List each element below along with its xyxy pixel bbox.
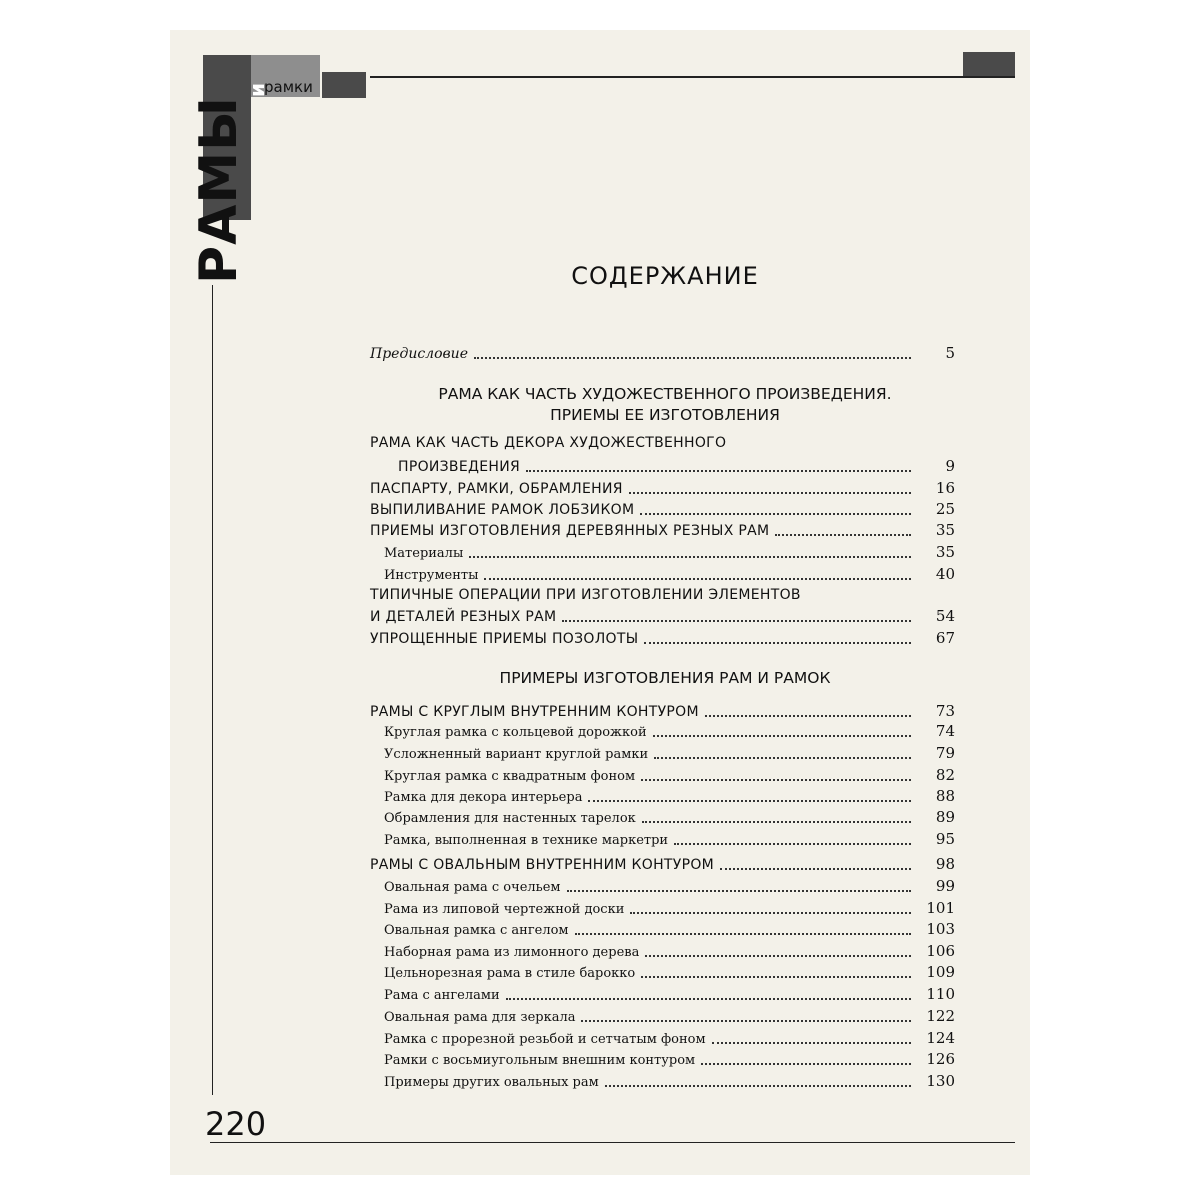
toc-entry-page: 101 xyxy=(926,899,955,917)
toc-subentry xyxy=(370,1070,955,1092)
header-rule xyxy=(370,76,1015,78)
toc-entry-page: 74 xyxy=(935,722,955,740)
toc-entry-page: 54 xyxy=(935,607,955,625)
toc-entry-page: 126 xyxy=(926,1050,955,1068)
toc-entry-title: Предисловие xyxy=(370,346,468,362)
toc-entry-page: 130 xyxy=(926,1072,955,1090)
toc-leader-dots xyxy=(642,821,911,823)
toc-leader-dots xyxy=(575,933,911,935)
toc-entry-title: Рамки с восьмиугольным внешним контуром xyxy=(384,1053,696,1068)
toc-leader-dots xyxy=(653,735,911,737)
toc-subentry xyxy=(370,1027,955,1049)
toc-leader-dots xyxy=(654,757,911,759)
toc-leader-dots xyxy=(588,800,911,802)
toc-subentry xyxy=(370,1048,955,1070)
vertical-book-title-text: РАМЫ xyxy=(189,96,250,284)
toc-entry-title-line1: ТИПИЧНЫЕ ОПЕРАЦИИ ПРИ ИЗГОТОВЛЕНИИ ЭЛЕМЕНТОВ xyxy=(370,587,801,603)
toc-entry-page: 9 xyxy=(945,457,955,475)
toc-leader-dots xyxy=(526,470,911,472)
toc-entry-title: Рама из липовой чертежной доски xyxy=(384,902,625,917)
toc-leader-dots xyxy=(720,868,911,870)
toc-leader-dots xyxy=(640,513,911,515)
toc-entry-title: ПРОИЗВЕДЕНИЯ xyxy=(398,459,520,475)
toc-entry-title: Овальная рама для зеркала xyxy=(384,1010,576,1025)
toc-leader-dots xyxy=(474,357,911,359)
toc-leader-dots xyxy=(701,1063,911,1065)
toc-subentry xyxy=(370,983,955,1005)
toc-subentry xyxy=(370,764,955,786)
toc-entry-title: РАМЫ С КРУГЛЫМ ВНУТРЕННИМ КОНТУРОМ xyxy=(370,704,699,720)
toc-subentry xyxy=(370,940,955,962)
toc-entry-page: 35 xyxy=(935,543,955,561)
toc-leader-dots xyxy=(712,1042,911,1044)
toc-entry-page: 106 xyxy=(926,942,955,960)
toc-entry-title: И ДЕТАЛЕЙ РЕЗНЫХ РАМ xyxy=(370,609,557,625)
toc-leader-dots xyxy=(484,578,911,580)
contents-heading: СОДЕРЖАНИЕ xyxy=(571,262,759,290)
toc-subentry xyxy=(370,541,955,563)
footer-rule xyxy=(210,1142,1015,1143)
toc-leader-dots xyxy=(562,620,911,622)
header-dark-block-small xyxy=(322,72,366,98)
toc-entry-title: ВЫПИЛИВАНИЕ РАМОК ЛОБЗИКОМ xyxy=(370,502,635,518)
section-1-heading-line2: ПРИЕМЫ ЕЕ ИЗГОТОВЛЕНИЯ xyxy=(550,406,780,424)
toc-entry-title: Рамка с прорезной резьбой и сетчатым фоном xyxy=(384,1032,706,1047)
toc-entry-page: 124 xyxy=(926,1029,955,1047)
toc-entry xyxy=(370,455,955,477)
toc-entry xyxy=(370,627,955,649)
toc-entry-title: ПАСПАРТУ, РАМКИ, ОБРАМЛЕНИЯ xyxy=(370,481,623,497)
toc-entry xyxy=(370,477,955,499)
toc-leader-dots xyxy=(644,642,911,644)
toc-entry-title: Примеры других овальных рам xyxy=(384,1075,599,1090)
toc-subentry xyxy=(370,961,955,983)
toc-entry-page: 110 xyxy=(926,985,955,1003)
toc-leader-dots xyxy=(641,976,911,978)
toc-entry-page: 16 xyxy=(935,479,955,497)
toc-entry xyxy=(370,853,955,875)
margin-rule xyxy=(212,285,213,1095)
toc-subentry xyxy=(370,563,955,585)
toc-entry-page: 79 xyxy=(935,744,955,762)
toc-subentry xyxy=(370,875,955,897)
toc-entry-title: Обрамления для настенных тарелок xyxy=(384,811,636,826)
toc-entry-title: УПРОЩЕННЫЕ ПРИЕМЫ ПОЗОЛОТЫ xyxy=(370,631,639,647)
vertical-book-title xyxy=(188,96,250,284)
toc-entry-title-line1: РАМА КАК ЧАСТЬ ДЕКОРА ХУДОЖЕСТВЕННОГО xyxy=(370,435,727,451)
toc-leader-dots xyxy=(630,912,911,914)
toc-leader-dots xyxy=(469,556,911,558)
toc-entry-title: РАМЫ С ОВАЛЬНЫМ ВНУТРЕННИМ КОНТУРОМ xyxy=(370,857,715,873)
toc-subentry xyxy=(370,1005,955,1027)
toc-entry-title: Рамка для декора интерьера xyxy=(384,790,583,805)
toc-leader-dots xyxy=(605,1085,911,1087)
toc-entry-title: Материалы xyxy=(384,546,464,561)
toc-entry xyxy=(370,605,955,627)
toc-entry-page: 40 xyxy=(935,565,955,583)
header-dark-block-right xyxy=(963,52,1015,78)
toc-entry-page: 98 xyxy=(935,855,955,873)
toc-leader-dots xyxy=(705,715,911,717)
toc-entry-page: 103 xyxy=(926,920,955,938)
toc-leader-dots xyxy=(506,998,911,1000)
toc-leader-dots xyxy=(674,843,911,845)
toc-entry xyxy=(370,519,955,541)
toc-entry-title: Инструменты xyxy=(384,568,479,583)
toc-subentry xyxy=(370,785,955,807)
header-conjunction: и xyxy=(245,82,270,98)
toc-subentry xyxy=(370,828,955,850)
toc-entry-title: ПРИЕМЫ ИЗГОТОВЛЕНИЯ ДЕРЕВЯННЫХ РЕЗНЫХ РАМ xyxy=(370,523,770,539)
toc-entry xyxy=(370,700,955,722)
toc-entry-title: Усложненный вариант круглой рамки xyxy=(384,747,649,762)
toc-leader-dots xyxy=(645,955,911,957)
toc-entry-title: Рама с ангелами xyxy=(384,988,500,1003)
section-1-heading-line1: РАМА КАК ЧАСТЬ ХУДОЖЕСТВЕННОГО ПРОИЗВЕДЕНИЯ. xyxy=(438,385,892,403)
section-2-heading: ПРИМЕРЫ ИЗГОТОВЛЕНИЯ РАМ И РАМОК xyxy=(499,669,831,687)
toc-leader-dots xyxy=(567,890,911,892)
toc-subentry xyxy=(370,918,955,940)
toc-subentry xyxy=(370,720,955,742)
toc-entry-title: Овальная рамка с ангелом xyxy=(384,923,569,938)
toc-entry-page: 89 xyxy=(935,808,955,826)
toc-entry-page: 73 xyxy=(935,702,955,720)
toc-entry-page: 5 xyxy=(945,344,955,362)
toc-entry-page: 99 xyxy=(935,877,955,895)
toc-entry-title: Цельнорезная рама в стиле барокко xyxy=(384,966,636,981)
toc-subentry xyxy=(370,742,955,764)
toc-entry-page: 35 xyxy=(935,521,955,539)
toc-entry-title: Круглая рамка с квадратным фоном xyxy=(384,769,636,784)
toc-leader-dots xyxy=(641,779,911,781)
header-subtitle: рамки xyxy=(264,78,313,96)
toc-entry-page: 122 xyxy=(926,1007,955,1025)
toc-entry-page: 88 xyxy=(935,787,955,805)
toc-entry-intro xyxy=(370,342,955,364)
toc-subentry xyxy=(370,897,955,919)
toc-entry-page: 67 xyxy=(935,629,955,647)
toc-entry-page: 82 xyxy=(935,766,955,784)
toc-entry-title: Круглая рамка с кольцевой дорожкой xyxy=(384,725,647,740)
toc-leader-dots xyxy=(581,1020,911,1022)
toc-leader-dots xyxy=(775,534,911,536)
toc-subentry xyxy=(370,806,955,828)
toc-entry-page: 109 xyxy=(926,963,955,981)
page-number: 220 xyxy=(205,1105,267,1143)
toc-entry-page: 95 xyxy=(935,830,955,848)
toc-entry-title: Наборная рама из лимонного дерева xyxy=(384,945,640,960)
toc-entry-page: 25 xyxy=(935,500,955,518)
toc-leader-dots xyxy=(629,492,911,494)
toc-entry-title: Рамка, выполненная в технике маркетри xyxy=(384,833,669,848)
toc-entry-title: Овальная рама с очельем xyxy=(384,880,561,895)
toc-entry xyxy=(370,498,955,520)
